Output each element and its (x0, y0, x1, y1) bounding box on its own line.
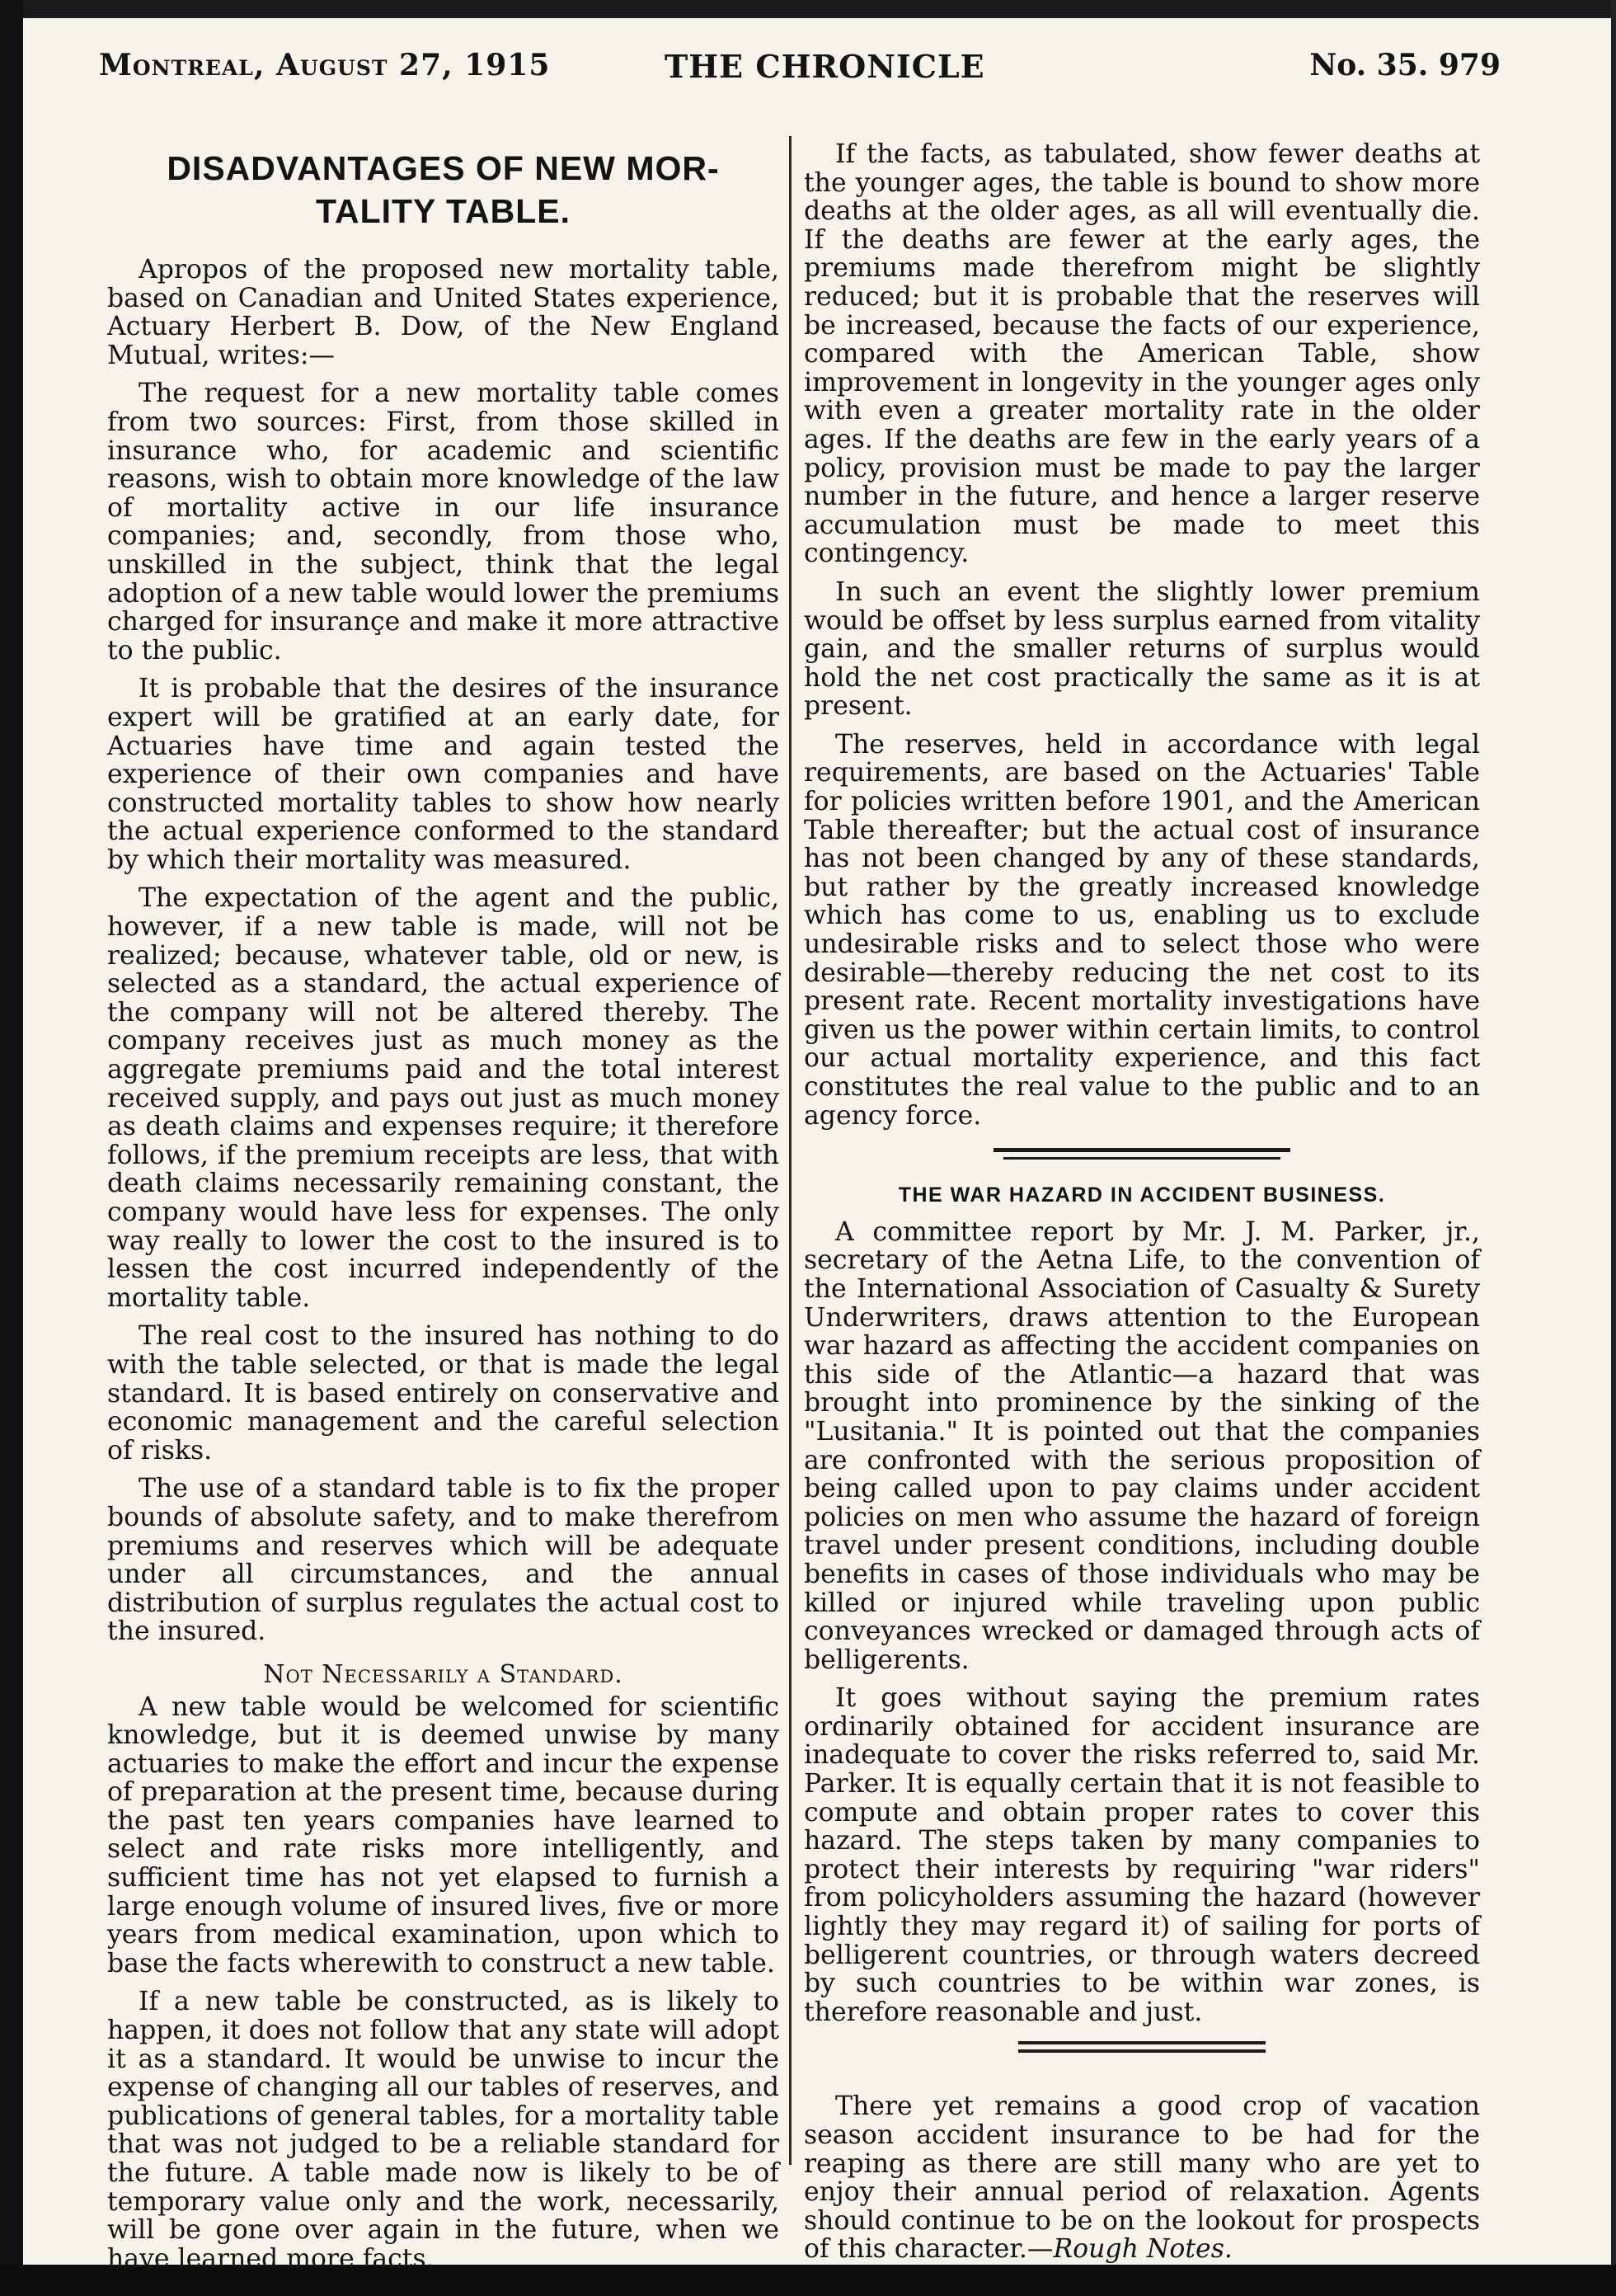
section-rule (1018, 2041, 1266, 2053)
column-divider (789, 136, 792, 2165)
paragraph: If a new table be constructed, as is likely to happen, it does not follow that any state will adopt it as a standard. It would be unwise to incur the expense of changing all our tables of reserves, and publications of general tables, for a mortality table that was not judged to be a reliable standard for the future. A table made now is likely to be of temporary value only and the work, necessarily, will be gone over again in the future, when we have learned more facts. (107, 1987, 779, 2274)
rule-line (1003, 1157, 1280, 1160)
page-header (99, 48, 1501, 97)
section-rule (994, 1148, 1290, 1160)
paragraph: The use of a standard table is to fix the proper bounds of absolute safety, and to make therefrom premiums and reserves which will be adequate under all circumstances, and the annual distribution of surplus regulates the actual cost to the insured. (107, 1474, 779, 1647)
rule-line (1018, 2041, 1266, 2044)
paragraph: The real cost to the insured has nothing to do with the table selected, or that is made the legal standard. It is based entirely on conservative and economic management and the careful selection of risks. (107, 1321, 779, 1466)
article-title-line-2: TALITY TABLE. (315, 192, 571, 230)
article-title (107, 147, 779, 233)
paragraph: If the facts, as tabulated, show fewer deaths at the younger ages, the table is bound to show more deaths at the older ages, as all will eventually die. If the deaths are fewer at the early ages, the premiums made therefrom might be slightly reduced; but it is probable that the reserves will be increased, because the facts of our experience, compared with the American Table, show improvement in longevity in the younger ages only with even a greater mortality rate in the older ages. If the deaths are few in the early years of a policy, provision must be made to pay the larger number in the future, and hence a larger reserve accumulation must be made to meet this contingency. (804, 139, 1480, 569)
header-publication-title: THE CHRONICLE (665, 48, 985, 85)
right-column (804, 140, 1480, 2264)
header-issue-page: No. 35. 979 (1309, 48, 1501, 82)
rule-line (1018, 2049, 1266, 2053)
scan-border-left (0, 0, 23, 2296)
paragraph: The expectation of the agent and the public, however, if a new table is made, will not be realized; because, whatever table, old or new, is selected as a standard, the actual experience of the company will not be altered thereby. The company receives just as much money as the aggregate premiums paid and the total interest received supply, and pays out just as much money as death claims and expenses require; it therefore follows, if the premium receipts are less, that with death claims necessarily remaining constant, the company would have less for expenses. The only way really to lower the cost to the insured is to lessen the cost incurred independently of the mortality table. (107, 883, 779, 1313)
article-title-line-1: DISADVANTAGES OF NEW MOR- (167, 149, 720, 187)
paragraph: The reserves, held in accordance with legal requirements, are based on the Actuaries' Table for policies written before 1901, and the American Table thereafter; but the actual cost of insurance has not been changed by any of these standards, but rather by the greatly increased knowledge which has come to us, enabling us to exclude undesirable risks and to select those who were desirable—thereby reducing the net cost to its present rate. Recent mortality investigations have given us the power within certain limits, to control our actual mortality experience, and this fact constitutes the real value to the public and to an agency force. (804, 729, 1480, 1131)
section-heading: THE WAR HAZARD IN ACCIDENT BUSINESS. (898, 1183, 1386, 1207)
paragraph: The request for a new mortality table comes from two sources: First, from those skilled in insurance who, for academic and scientific reasons, wish to obtain more knowledge of the law of mortality active in our life insurance companies; and, secondly, from those who, unskilled in the subject, think that the legal adoption of a new table would lower the premiums charged for insurançe and make it more attractive to the public. (107, 379, 779, 666)
attribution: Rough Notes. (1053, 2234, 1233, 2265)
paragraph: In such an event the slightly lower premium would be offset by less surplus earned from vitality gain, and the smaller returns of surplus would hold the net cost practically the same as it is at present. (804, 576, 1480, 722)
paragraph: A committee report by Mr. J. M. Parker, jr., secretary of the Aetna Life, to the convention of the International Association of Casualty & Surety Underwriters, draws attention to the European war hazard as affecting the accident companies on this side of the Atlantic—a hazard that was brought into prominence by the sinking of the "Lusitania." It is pointed out that the companies are confronted with the serious proposition of being called upon to pay claims under accident policies on men who assume the hazard of foreign travel under present conditions, including double benefits in cases of those individuals who may be killed or injured while traveling upon public conveyances wrecked or damaged through acts of belligerents. (804, 1216, 1480, 1675)
paragraph: It is probable that the desires of the insurance expert will be gratified at an early date, for Actuaries have time and again tested the experience of their own companies and have constructed mortality tables to show how nearly the actual experience conformed to the standard by which their mortality was measured. (107, 674, 779, 875)
subheading: Not Necessarily a Standard. (263, 1659, 623, 1689)
rule-line (994, 1148, 1290, 1152)
paragraph (804, 2092, 1480, 2264)
paragraph: It goes without saying the premium rates ordinarily obtained for accident insurance are inadequate to cover the risks referred to, said Mr. Parker. It is equally certain that it is not feasible to compute and obtain proper rates to cover this hazard. The steps taken by many companies to protect their interests by requiring "war riders" from policyholders assuming the hazard (however lightly they may regard it) of sailing for ports of belligerent countries, or through waters decreed by such countries to be within war zones, is therefore reasonable and just. (804, 1683, 1480, 2027)
scan-border-top (0, 0, 1616, 18)
header-dateline: Montreal, August 27, 1915 (99, 48, 551, 82)
paragraph: A new table would be welcomed for scientific knowledge, but it is deemed unwise by many actuaries to make the effort and incur the expense of preparation at the present time, because during the past ten years companies have learned to select and rate risks more intelligently, and sufficient time has not yet elapsed to furnish a large enough volume of insured lives, five or more years from medical examination, upon which to base the facts wherewith to construct a new table. (107, 1691, 779, 1978)
left-column (107, 140, 779, 2273)
paragraph-text: There yet remains a good crop of vacation season accident insurance to be had for the reaping as there are still many who are yet to enjoy their annual period of relaxation. Agents should continue to be on the lookout for prospects of this character.— (804, 2091, 1480, 2265)
scan-border-right (1611, 0, 1616, 2296)
paragraph: Apropos of the proposed new mortality table, based on Canadian and United States experience, Actuary Herbert B. Dow, of the New England Mutual, writes:— (107, 255, 779, 370)
